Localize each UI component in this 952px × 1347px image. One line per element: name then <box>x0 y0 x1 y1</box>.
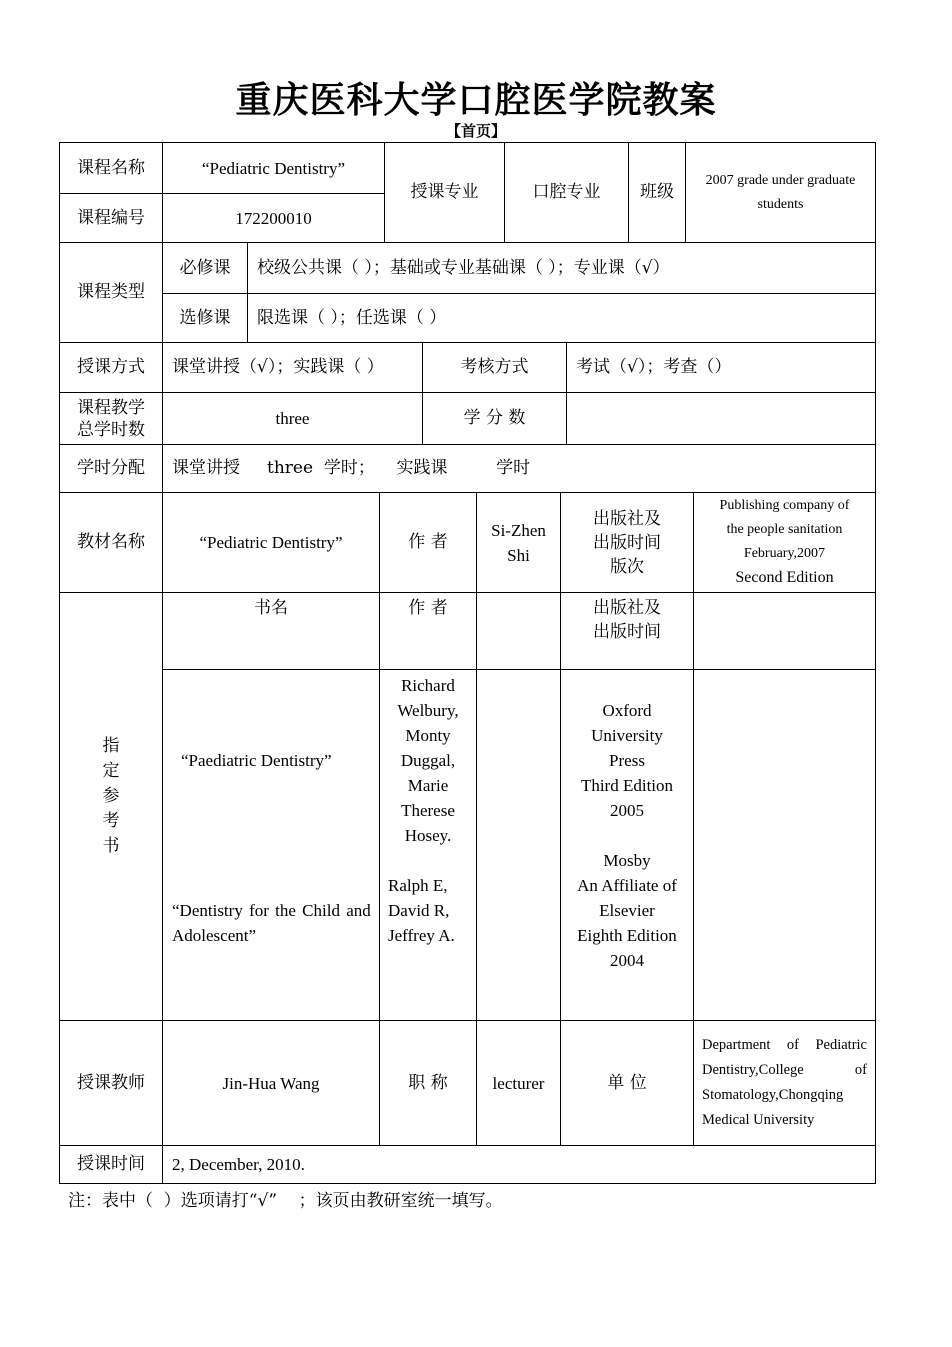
references-label <box>59 592 163 1021</box>
ref-extra-header <box>693 592 876 670</box>
ref-publisher-line: An Affiliate of <box>577 876 677 895</box>
teacher-unit-value: Department of Pediatric Dentistry,College of Stomatology,Chongqing Medical University <box>693 1020 876 1146</box>
major-label: 授课专业 <box>384 142 505 243</box>
ref-publisher-line: Elsevier <box>599 901 655 920</box>
textbook-publisher <box>693 492 876 593</box>
references-label-char: 参 <box>102 786 120 806</box>
ref-extra-cell <box>693 669 876 1021</box>
page-title: 重庆医科大学口腔医学院教案 <box>235 79 717 121</box>
ref-author-line: Jeffrey A. <box>388 926 455 945</box>
ref-publishers-cell <box>560 669 694 1021</box>
publisher-line: Second Edition <box>735 569 834 587</box>
teacher-unit-label: 单 位 <box>560 1020 694 1146</box>
textbook-label: 教材名称 <box>59 492 163 593</box>
ref-publisher-line: 2005 <box>610 801 644 820</box>
class-value: 2007 grade under graduate students <box>685 142 876 243</box>
publisher-line: Publishing company of <box>719 498 850 514</box>
ref-publisher-line: Eighth Edition <box>577 926 677 945</box>
textbook-author: Si-Zhen Shi <box>476 492 561 593</box>
teacher-label: 授课教师 <box>59 1020 163 1146</box>
ref-author-line: Ralph E, <box>388 876 448 895</box>
ref-empty-header <box>476 592 561 670</box>
distribution-value: 课堂讲授 three 学时； 实践课 学时 <box>162 444 876 493</box>
ref-book-header: 书名 <box>162 592 380 670</box>
credit-label: 学 分 数 <box>422 392 567 445</box>
publisher-line: the people sanitation <box>726 522 843 538</box>
hours-value: three <box>162 392 423 445</box>
footnote: 注：表中（ ）选项请打“√” ；该页由教研室统一填写。 <box>68 1191 503 1211</box>
ref-publisher-line: Third Edition <box>580 776 674 795</box>
ref-author-line: Therese <box>401 801 455 820</box>
ref-publisher-line: Press <box>609 751 645 770</box>
ref-author-header: 作 者 <box>379 592 477 670</box>
publisher-line: February,2007 <box>743 546 826 562</box>
publisher-label-line: 版次 <box>610 556 644 577</box>
course-code-value: 172200010 <box>162 193 385 243</box>
ref-publisher-line: 2004 <box>610 951 644 970</box>
course-code-label: 课程编号 <box>59 193 163 243</box>
ref-author-line: Monty <box>405 726 451 745</box>
ref-publisher-header <box>560 592 694 670</box>
assess-label: 考核方式 <box>422 342 567 393</box>
hours-label-line2: 总学时数 <box>77 419 145 440</box>
elective-value: 限选课（ ）；任选课（ ） <box>247 293 876 343</box>
distribution-label: 学时分配 <box>59 444 163 493</box>
ref-book-title: “Dentistry for the Child and Adolescent” <box>172 901 371 945</box>
ref-author-line: Hosey. <box>404 826 452 845</box>
course-name-label: 课程名称 <box>59 142 163 194</box>
method-label: 授课方式 <box>59 342 163 393</box>
hours-label-line1: 课程教学 <box>77 397 145 418</box>
method-value: 课堂讲授（√）；实践课（ ） <box>162 342 423 393</box>
ref-author-line: David R, <box>388 901 450 920</box>
ref-publisher-line: University <box>591 726 663 745</box>
references-label-char: 书 <box>102 836 120 856</box>
references-label-char: 考 <box>102 811 120 831</box>
publisher-label-line: 出版时间 <box>593 532 661 553</box>
ref-author-line: Welbury, <box>397 701 459 720</box>
ref-publisher-header-line: 出版时间 <box>593 622 661 642</box>
ref-authors-cell <box>379 669 477 1021</box>
ref-empty-cell <box>476 669 561 1021</box>
ref-author-line: Richard <box>401 676 455 695</box>
textbook-publisher-label <box>560 492 694 593</box>
required-value: 校级公共课（ ）；基础或专业基础课（ ）；专业课（√） <box>247 242 876 294</box>
textbook-name: “Pediatric Dentistry” <box>162 492 380 593</box>
page-subtitle: 【首页】 <box>445 122 506 140</box>
ref-publisher-line: Oxford <box>602 701 652 720</box>
hours-label <box>59 392 163 445</box>
time-label: 授课时间 <box>59 1145 163 1184</box>
ref-author-block <box>380 673 476 848</box>
ref-titles-cell <box>162 669 380 1021</box>
ref-publisher-line: Mosby <box>603 851 651 870</box>
ref-author-line: Marie <box>407 776 449 795</box>
ref-publisher-block <box>561 848 693 973</box>
ref-publisher-header-line: 出版社及 <box>593 598 661 618</box>
course-name-value: “Pediatric Dentistry” <box>162 142 385 194</box>
ref-book-title: “Paediatric Dentistry” <box>181 751 332 770</box>
publisher-label-line: 出版社及 <box>593 508 661 529</box>
elective-label: 选修课 <box>162 293 248 343</box>
ref-author-line: Duggal, <box>400 751 456 770</box>
ref-publisher-block <box>561 698 693 823</box>
references-label-char: 指 <box>102 736 120 756</box>
credit-value <box>566 392 876 445</box>
time-value: 2, December, 2010. <box>162 1145 876 1184</box>
assess-value: 考试（√）；考查（） <box>566 342 876 393</box>
major-value: 口腔专业 <box>504 142 629 243</box>
class-label: 班级 <box>628 142 686 243</box>
ref-author-block <box>388 873 476 948</box>
required-label: 必修课 <box>162 242 248 294</box>
references-label-char: 定 <box>102 761 120 781</box>
teacher-name: Jin-Hua Wang <box>162 1020 380 1146</box>
teacher-title-value: lecturer <box>476 1020 561 1146</box>
teacher-title-label: 职 称 <box>379 1020 477 1146</box>
textbook-author-label: 作 者 <box>379 492 477 593</box>
course-type-label: 课程类型 <box>59 242 163 343</box>
